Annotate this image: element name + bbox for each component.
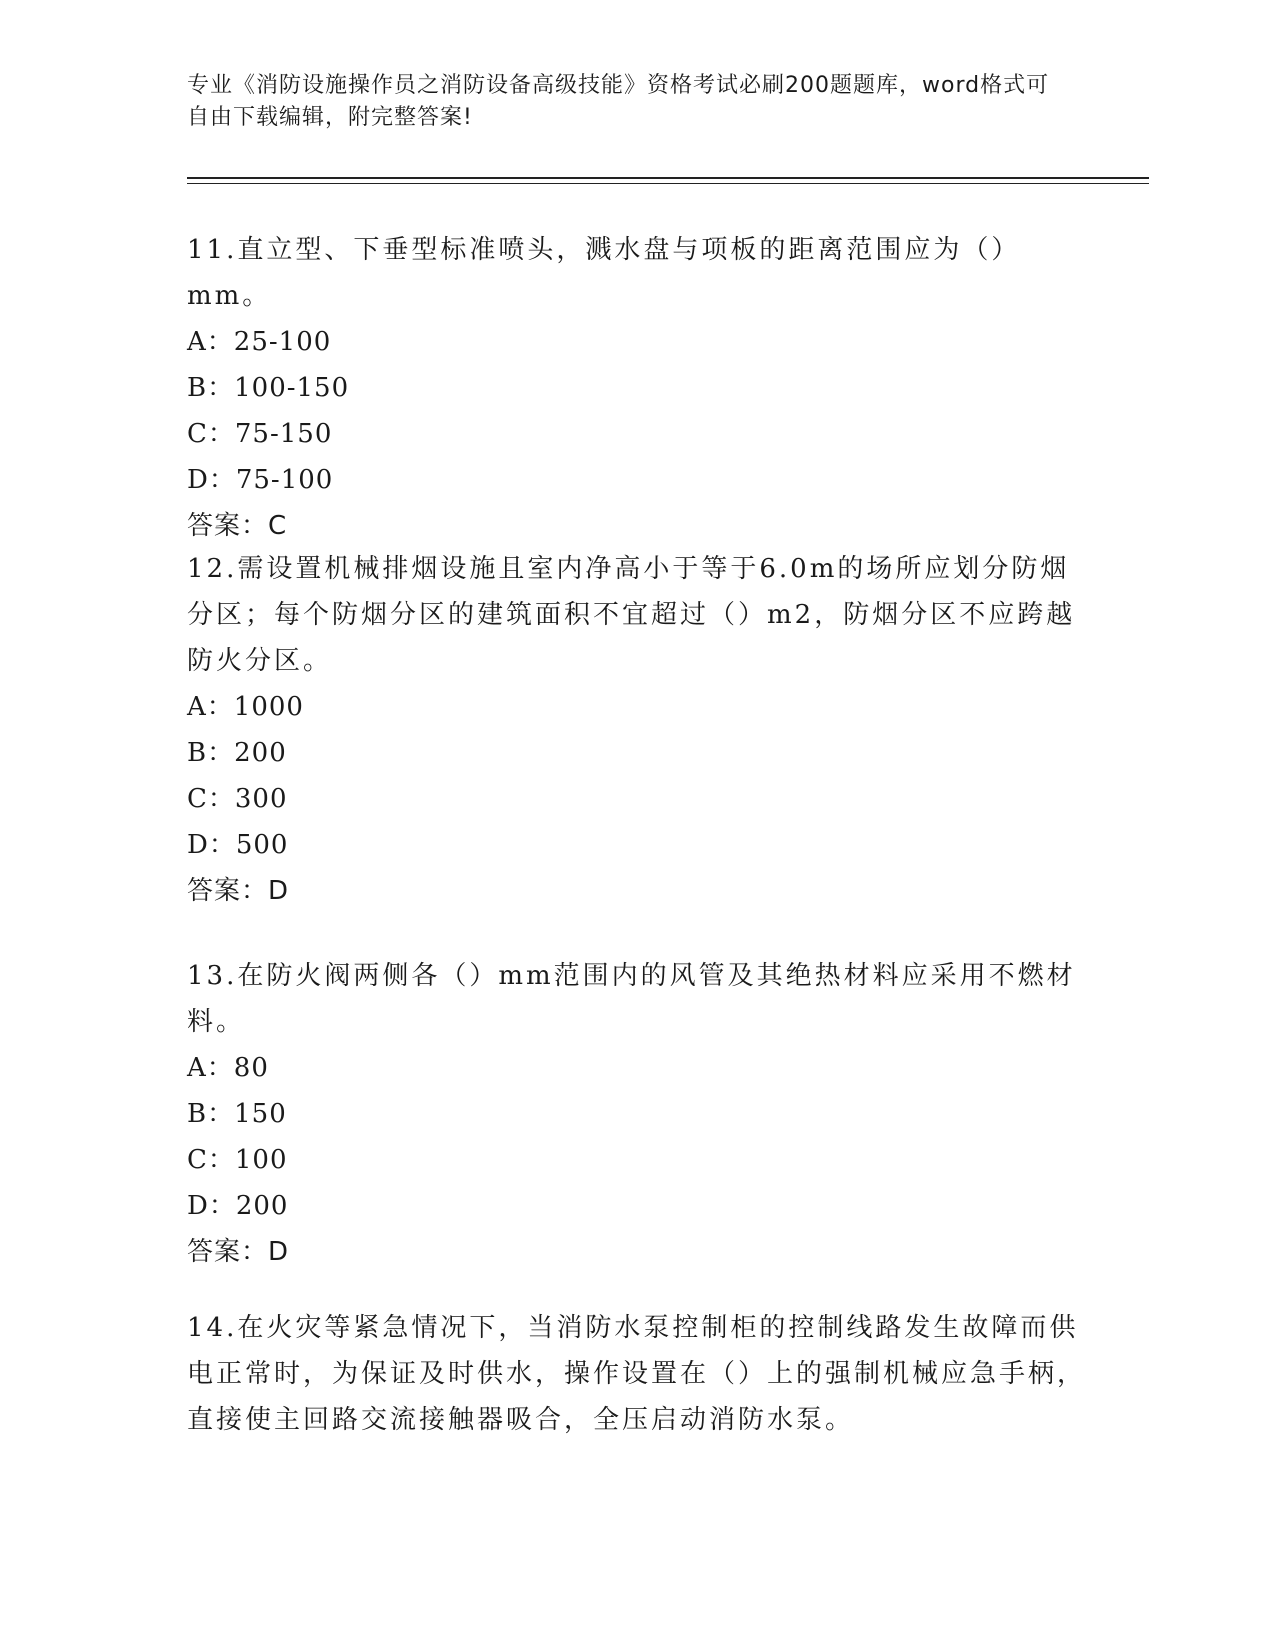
question-12 (187, 546, 1087, 914)
option-b: B：200 (187, 738, 287, 768)
question-11 (187, 227, 1087, 549)
option-b: B：100-150 (187, 373, 350, 403)
answer: 答案：D (187, 876, 290, 906)
question-text: 11.直立型、下垂型标准喷头，溅水盘与项板的距离范围应为（）mm。 (187, 235, 1021, 311)
question-text: 12.需设置机械排烟设施且室内净高小于等于6.0m的场所应划分防烟分区；每个防烟分区的建筑面积不宜超过（）m2，防烟分区不应跨越防火分区。 (187, 554, 1076, 676)
answer: 答案：C (187, 511, 288, 541)
option-a: A：80 (187, 1053, 269, 1083)
question-text: 13.在防火阀两侧各（）mm范围内的风管及其绝热材料应采用不燃材料。 (187, 961, 1076, 1037)
question-14 (187, 1305, 1087, 1443)
document-header: 专业《消防设施操作员之消防设备高级技能》资格考试必刷200题题库，word格式可自由下载编辑，附完整答案! (187, 73, 1050, 130)
header-divider-thin (187, 183, 1149, 184)
option-d: D：200 (187, 1191, 289, 1221)
answer: 答案：D (187, 1237, 290, 1267)
question-13 (187, 953, 1087, 1275)
option-b: B：150 (187, 1099, 287, 1129)
header-divider-thick (187, 177, 1149, 179)
option-a: A：25-100 (187, 327, 332, 357)
option-c: C：75-150 (187, 419, 333, 449)
option-d: D：500 (187, 830, 289, 860)
option-a: A：1000 (187, 692, 304, 722)
question-text: 14.在火灾等紧急情况下，当消防水泵控制柜的控制线路发生故障而供电正常时，为保证及时供水，操作设置在（）上的强制机械应急手柄，直接使主回路交流接触器吸合，全压启动消防水泵。 (187, 1313, 1087, 1435)
option-c: C：100 (187, 1145, 288, 1175)
option-c: C：300 (187, 784, 288, 814)
option-d: D：75-100 (187, 465, 334, 495)
